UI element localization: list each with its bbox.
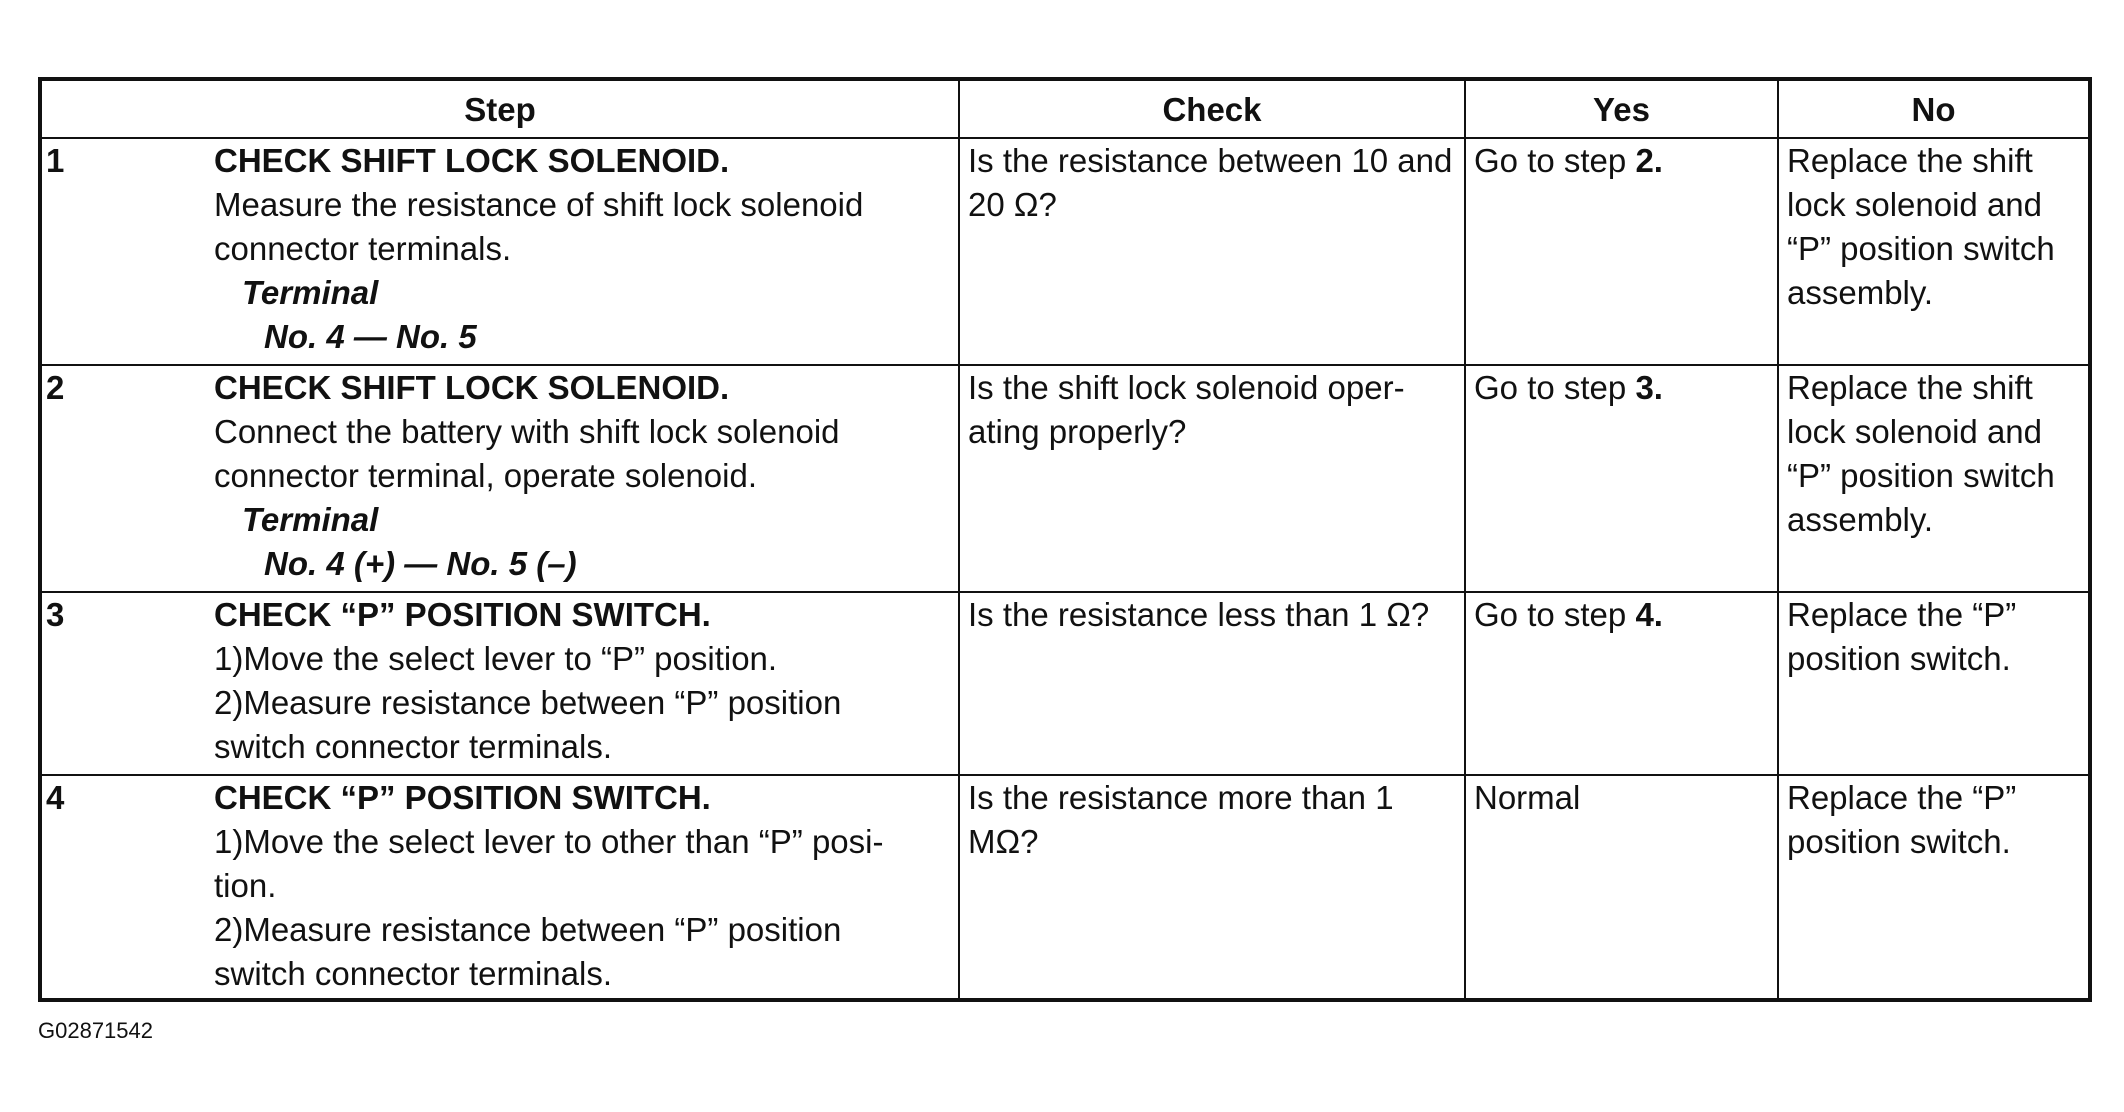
yes-cell xyxy=(1465,592,1778,775)
step-number: 2 xyxy=(46,369,65,406)
check-cell xyxy=(959,365,1465,592)
check-cell xyxy=(959,775,1465,1000)
yes-text: Go to step xyxy=(1474,369,1636,406)
step-number: 3 xyxy=(46,596,65,633)
step-instruction: 1)Move the select lever to other than “P” posi- xyxy=(214,823,884,860)
step-cell xyxy=(40,592,959,775)
yes-text: Normal xyxy=(1474,779,1581,816)
step-instruction: switch connector terminals. xyxy=(214,955,612,992)
step-title: CHECK SHIFT LOCK SOLENOID. xyxy=(214,369,730,406)
no-cell xyxy=(1778,592,2090,775)
table-row xyxy=(40,592,2090,775)
header-step: Step xyxy=(40,79,959,138)
header-row xyxy=(40,79,2090,138)
step-instruction: Measure the resistance of shift lock solenoid xyxy=(214,186,864,223)
no-cell xyxy=(1778,138,2090,365)
diagnostic-table xyxy=(38,77,2092,1002)
step-instruction: 1)Move the select lever to “P” position. xyxy=(214,640,778,677)
step-instruction: connector terminal, operate solenoid. xyxy=(214,457,757,494)
check-text: Is the resistance less than 1 Ω? xyxy=(968,596,1430,633)
check-text: Is the shift lock solenoid oper-ating properly? xyxy=(968,369,1405,450)
check-text: Is the resistance more than 1 MΩ? xyxy=(968,779,1394,860)
terminal-label: Terminal xyxy=(242,274,379,311)
yes-step-number: 3. xyxy=(1635,369,1663,406)
terminal-value: No. 4 — No. 5 xyxy=(264,318,477,355)
check-cell xyxy=(959,592,1465,775)
yes-cell xyxy=(1465,365,1778,592)
table-row xyxy=(40,365,2090,592)
no-cell xyxy=(1778,775,2090,1000)
step-title: CHECK “P” POSITION SWITCH. xyxy=(214,779,711,816)
table-row xyxy=(40,138,2090,365)
no-text: Replace the shift lock solenoid and “P” position switch assembly. xyxy=(1787,369,2055,538)
step-cell xyxy=(40,138,959,365)
terminal-label: Terminal xyxy=(242,501,379,538)
step-instruction: tion. xyxy=(214,867,277,904)
yes-cell xyxy=(1465,775,1778,1000)
step-instruction: Connect the battery with shift lock solenoid xyxy=(214,413,840,450)
step-cell xyxy=(40,775,959,1000)
yes-text: Go to step xyxy=(1474,596,1636,633)
no-text: Replace the “P” position switch. xyxy=(1787,779,2017,860)
header-no: No xyxy=(1778,79,2090,138)
no-cell xyxy=(1778,365,2090,592)
yes-cell xyxy=(1465,138,1778,365)
step-instruction: 2)Measure resistance between “P” position xyxy=(214,684,842,721)
step-instruction: connector terminals. xyxy=(214,230,512,267)
step-instruction: 2)Measure resistance between “P” position xyxy=(214,911,842,948)
step-instruction: switch connector terminals. xyxy=(214,728,612,765)
no-text: Replace the “P” position switch. xyxy=(1787,596,2017,677)
yes-text: Go to step xyxy=(1474,142,1636,179)
table-row xyxy=(40,775,2090,1000)
step-number: 1 xyxy=(46,142,65,179)
check-cell xyxy=(959,138,1465,365)
yes-step-number: 2. xyxy=(1635,142,1663,179)
yes-step-number: 4. xyxy=(1635,596,1663,633)
figure-code: G02871542 xyxy=(38,1018,153,1043)
terminal-value: No. 4 (+) — No. 5 (–) xyxy=(264,545,577,582)
step-title: CHECK SHIFT LOCK SOLENOID. xyxy=(214,142,730,179)
step-title: CHECK “P” POSITION SWITCH. xyxy=(214,596,711,633)
header-check: Check xyxy=(959,79,1465,138)
no-text: Replace the shift lock solenoid and “P” position switch assembly. xyxy=(1787,142,2055,311)
check-text: Is the resistance between 10 and 20 Ω? xyxy=(968,142,1453,223)
header-yes: Yes xyxy=(1465,79,1778,138)
step-cell xyxy=(40,365,959,592)
step-number: 4 xyxy=(46,779,65,816)
